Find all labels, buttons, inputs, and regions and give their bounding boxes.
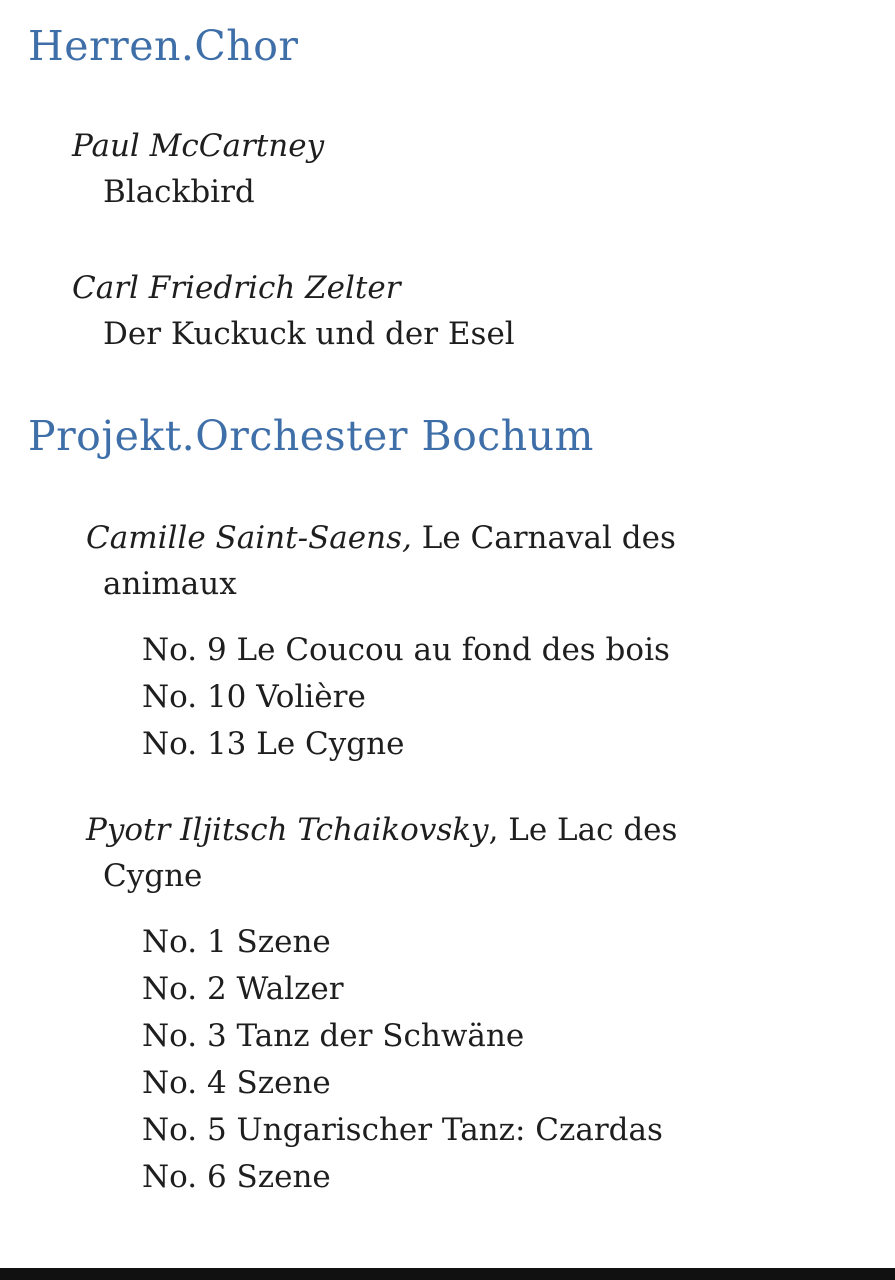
work-title: , Le Lac des bbox=[488, 812, 678, 848]
movement-item: No. 4 Szene bbox=[142, 1065, 331, 1101]
movement-item: No. 13 Le Cygne bbox=[142, 726, 405, 762]
movement-item: No. 5 Ungarischer Tanz: Czardas bbox=[142, 1112, 663, 1148]
composer-name: Pyotr Iljitsch Tchaikovsky bbox=[86, 812, 489, 848]
bottom-border bbox=[0, 1268, 895, 1280]
composer-work-line bbox=[86, 812, 677, 848]
work-title-continued: Cygne bbox=[103, 858, 203, 894]
composer-name: Carl Friedrich Zelter bbox=[72, 270, 401, 306]
section-title-herren-chor: Herren.Chor bbox=[28, 22, 299, 70]
composer-work-line bbox=[86, 520, 676, 556]
work-title-continued: animaux bbox=[103, 566, 237, 602]
composer-name: Camille Saint-Saens, bbox=[86, 520, 412, 556]
work-title: Der Kuckuck und der Esel bbox=[103, 316, 515, 352]
movement-item: No. 1 Szene bbox=[142, 924, 331, 960]
movement-item: No. 9 Le Coucou au fond des bois bbox=[142, 632, 670, 668]
work-title: Blackbird bbox=[103, 174, 255, 210]
movement-item: No. 6 Szene bbox=[142, 1159, 331, 1195]
composer-name: Paul McCartney bbox=[72, 128, 325, 164]
work-title: Le Carnaval des bbox=[421, 520, 676, 556]
movement-item: No. 10 Volière bbox=[142, 679, 366, 715]
section-title-projekt-orchester: Projekt.Orchester Bochum bbox=[28, 412, 594, 460]
movement-item: No. 2 Walzer bbox=[142, 971, 344, 1007]
movement-item: No. 3 Tanz der Schwäne bbox=[142, 1018, 525, 1054]
